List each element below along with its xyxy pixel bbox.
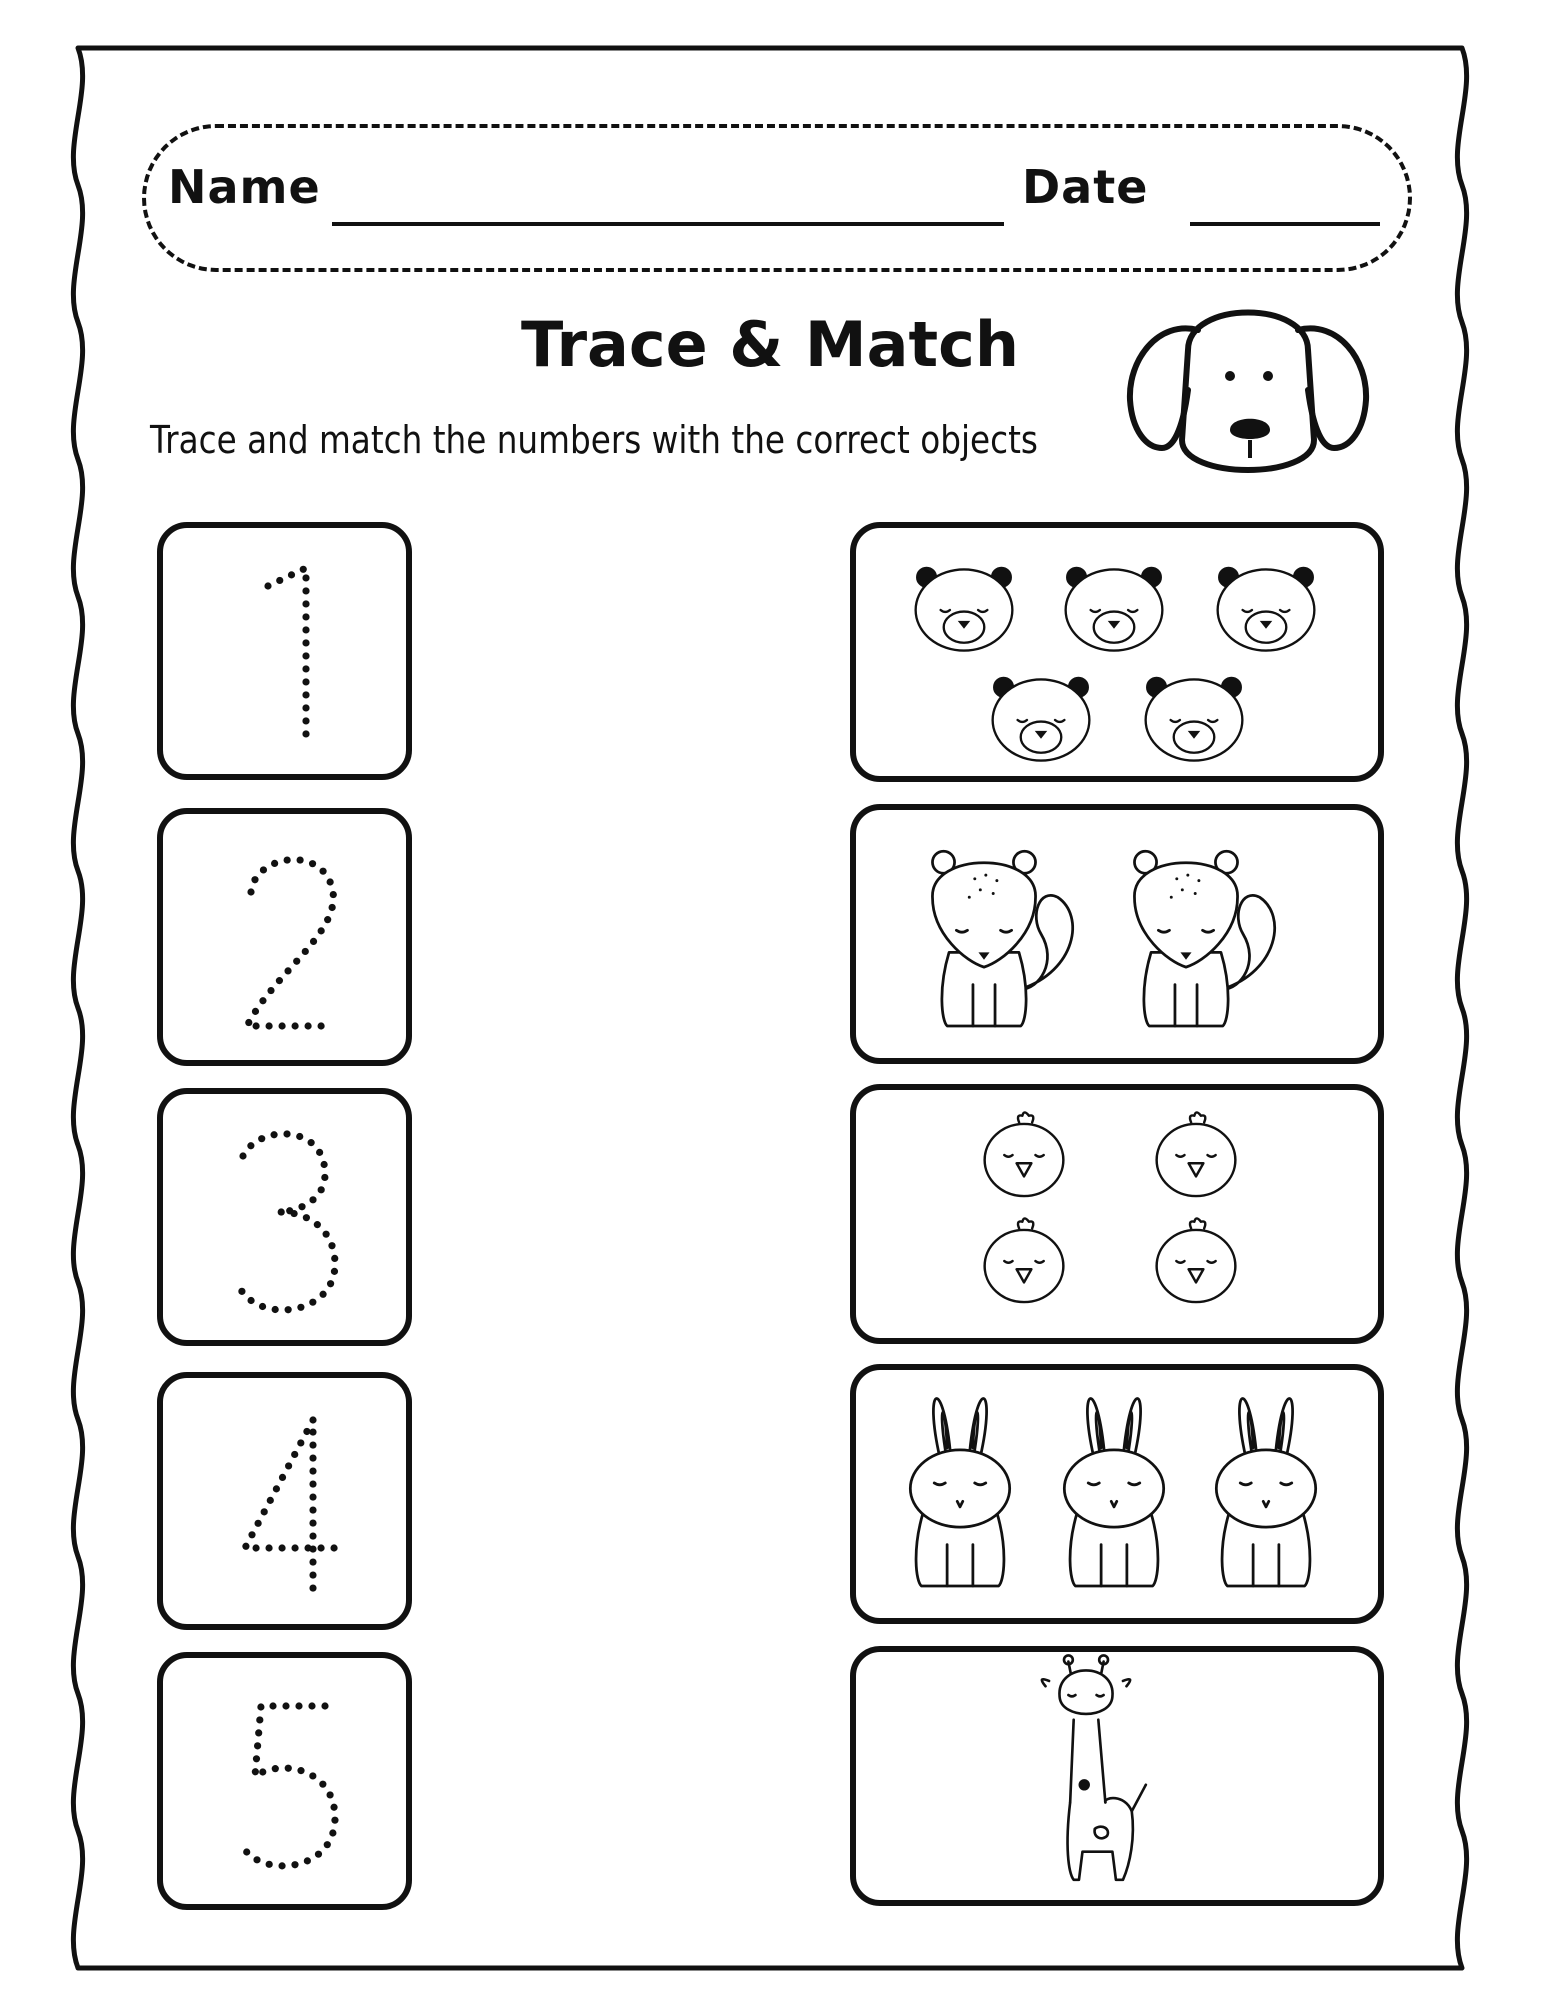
dotted-digit-5 [163,1658,406,1904]
bunny-icon [1216,1398,1315,1586]
bear-icon [1066,568,1163,651]
giraffe-group [856,1652,1378,1900]
name-date-header [142,124,1412,272]
bear-icon [1146,678,1243,761]
chick-icon [1157,1218,1236,1302]
number-box-4[interactable] [157,1372,412,1630]
name-label: Name [168,160,321,214]
picture-box-bears[interactable] [850,522,1384,782]
chick-icon [985,1218,1064,1302]
dotted-digit-4 [163,1378,406,1624]
bunny-icon [910,1398,1009,1586]
date-line[interactable] [1190,222,1380,226]
dotted-digit-2 [163,814,406,1060]
squirrel-icon [932,851,1072,1026]
date-label: Date [1022,160,1149,214]
number-box-5[interactable] [157,1652,412,1910]
bunny-icon [1064,1398,1163,1586]
chick-icon [1157,1112,1236,1196]
name-line[interactable] [332,222,1004,226]
picture-box-bunnies[interactable] [850,1364,1384,1624]
instructions-text: Trace and match the numbers with the correct objects [150,418,1038,462]
number-box-2[interactable] [157,808,412,1066]
dog-face-icon [1118,280,1378,500]
bear-icon [993,678,1090,761]
bunnies-group [856,1370,1378,1618]
picture-box-giraffe[interactable] [850,1646,1384,1906]
bear-icon [1218,568,1315,651]
squirrel-icon [1134,851,1274,1026]
picture-box-chicks[interactable] [850,1084,1384,1344]
bears-group [856,528,1378,776]
squirrels-group [856,810,1378,1058]
worksheet-title: Trace & Match [521,308,1019,381]
chicks-group [856,1090,1378,1338]
giraffe-icon [1042,1655,1146,1879]
dotted-digit-1 [163,528,406,774]
bear-icon [916,568,1013,651]
picture-box-squirrels[interactable] [850,804,1384,1064]
number-box-3[interactable] [157,1088,412,1346]
dotted-digit-3 [163,1094,406,1340]
number-box-1[interactable] [157,522,412,780]
chick-icon [985,1112,1064,1196]
